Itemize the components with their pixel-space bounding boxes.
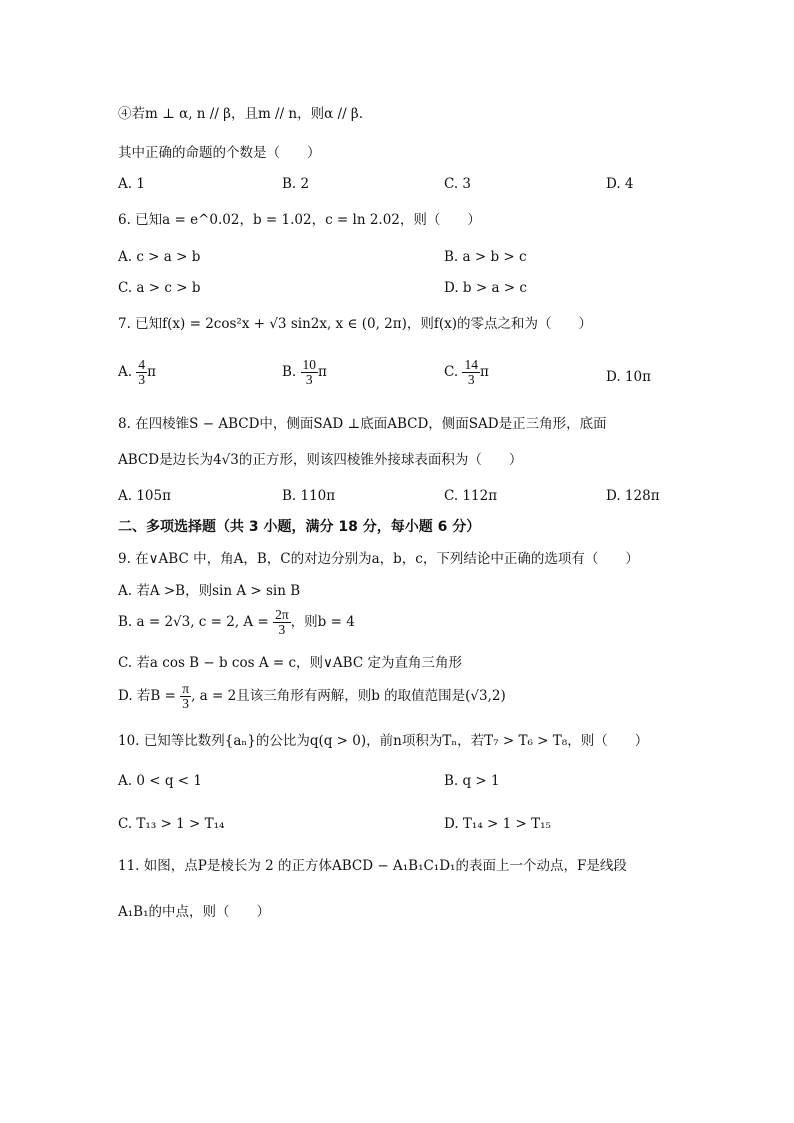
q7-option-c-fraction: $\frac{14}{3}$ — [464, 357, 478, 388]
q9-option-a: A. 若A >B，则sin A > sin B — [118, 583, 301, 599]
q10-option-a: A. 0 < q < 1 — [118, 773, 202, 789]
q10-option-d: D. T₁₄ > 1 > T₁₅ — [444, 816, 551, 832]
q8-stem-line2: ABCD是边长为4√3的正方形，则该四棱锥外接球表面积为（ ） — [118, 452, 523, 468]
q7-option-b: B. $\frac{10}{3}$ π — [282, 357, 327, 388]
q8-option-c: C. 112π — [444, 488, 498, 504]
q10-option-b: B. q > 1 — [444, 773, 500, 789]
q6-option-d: D. b > a > c — [444, 280, 527, 296]
q6-option-b: B. a > b > c — [444, 249, 527, 265]
q5-option-a: A. 1 — [118, 176, 145, 192]
q10-option-c: C. T₁₃ > 1 > T₁₄ — [118, 816, 225, 832]
q9-option-c: C. 若a cos B − b cos A = c，则∨ABC 定为直角三角形 — [118, 655, 462, 671]
q9-option-b-fraction: $\frac{2\pi}{3}$ — [275, 607, 289, 638]
q9-option-d: D. 若B = $\frac{\pi}{3}$ , a = 2且该三角形有两解，则b 的取值范围是(√3,2) — [118, 681, 506, 712]
q6-option-c: C. a > c > b — [118, 280, 201, 296]
q9-stem: 9. 在∨ABC 中，角A，B，C的对边分别为a，b，c，下列结论中正确的选项有（ ） — [118, 551, 639, 567]
q8-stem-line1: 8. 在四棱锥S − ABCD中，侧面SAD ⊥底面ABCD，侧面SAD是正三角形，底面 — [118, 416, 607, 432]
section-heading-multiple-choice: 二、多项选择题（共 3 小题，满分 18 分，每小题 6 分） — [118, 519, 481, 535]
q7-stem: 7. 已知f(x) = 2cos²x + √3 sin2x, x ∈ (0, 2π)，则f(x)的零点之和为（ ） — [118, 316, 593, 332]
q5-option-d: D. 4 — [606, 176, 634, 192]
q9-option-d-fraction: $\frac{\pi}{3}$ — [182, 681, 190, 712]
q10-stem: 10. 已知等比数列{aₙ}的公比为q(q > 0)，前n项积为Tₙ，若T₇ > T₆ > T₈，则（ ） — [118, 733, 649, 749]
q7-option-d: D. 10π — [606, 369, 651, 385]
q6-option-a: A. c > a > b — [118, 249, 201, 265]
q8-option-a: A. 105π — [118, 488, 171, 504]
q11-stem-line1: 11. 如图，点P是棱长为 2 的正方体ABCD − A₁B₁C₁D₁的表面上一个动点，F是线段 — [118, 858, 627, 874]
q6-stem: 6. 已知a = e^0.02，b = 1.02，c = ln 2.02，则（ ） — [118, 212, 481, 228]
q7-option-b-fraction: $\frac{10}{3}$ — [302, 357, 317, 388]
q8-option-d: D. 128π — [606, 488, 660, 504]
q5-option-b: B. 2 — [282, 176, 310, 192]
q5-stem: 其中正确的命题的个数是（ ） — [118, 145, 321, 161]
q5-option-c: C. 3 — [444, 176, 472, 192]
q7-option-c: C. $\frac{14}{3}$ π — [444, 357, 489, 388]
q8-option-b: B. 110π — [282, 488, 336, 504]
q11-stem-line2: A₁B₁的中点，则（ ） — [118, 904, 270, 920]
q9-option-b: B. a = 2√3, c = 2, A = $\frac{2\pi}{3}$ ，则b = 4 — [118, 607, 355, 638]
q5-proposition-4: ④若m ⊥ α, n // β，且m // n，则α // β. — [118, 106, 364, 122]
q7-option-a-fraction: $\frac{4}{3}$ — [138, 357, 146, 388]
q7-option-a: A. $\frac{4}{3}$ π — [118, 357, 156, 388]
